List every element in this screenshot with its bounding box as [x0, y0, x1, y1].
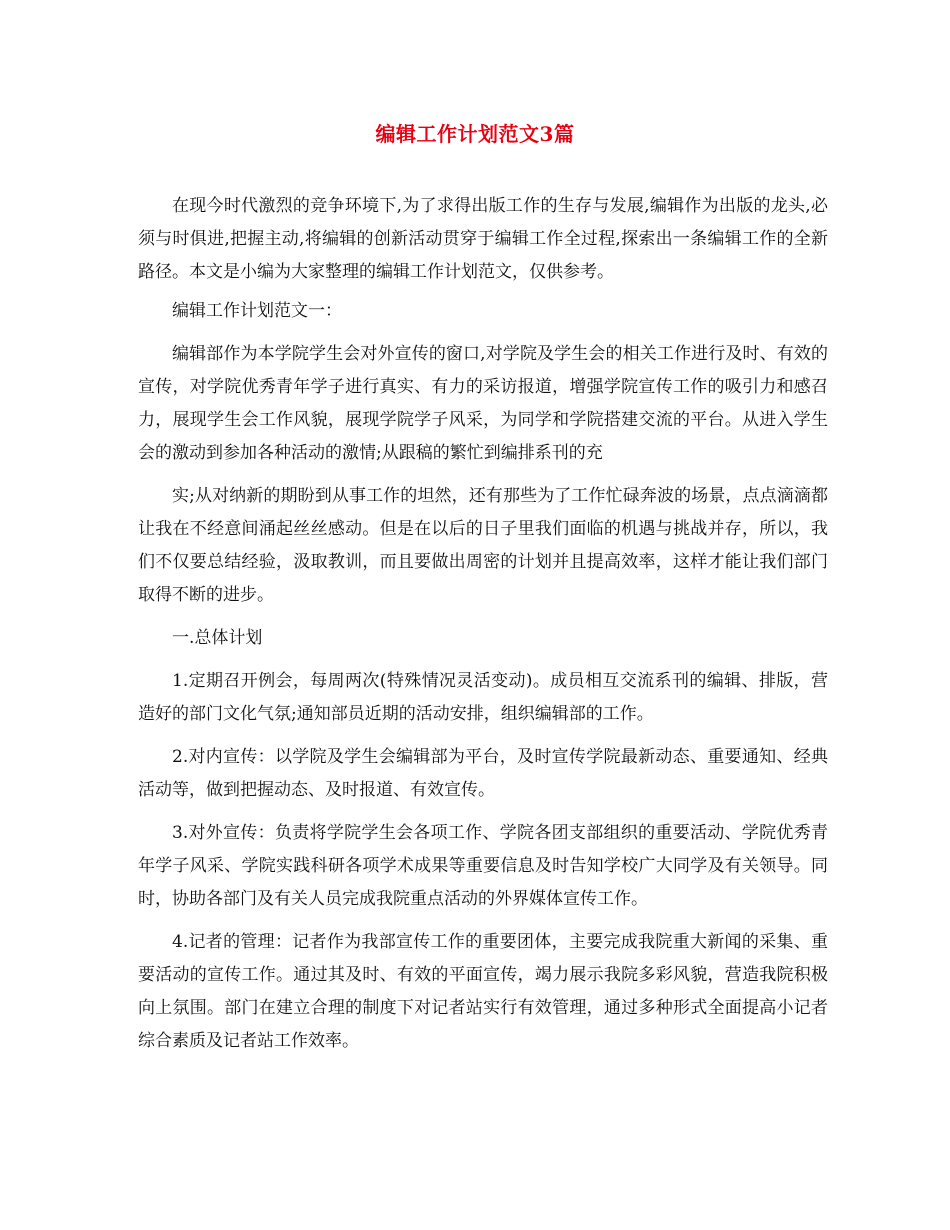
paragraph-intro: 在现今时代激烈的竞争环境下,为了求得出版工作的生存与发展,编辑作为出版的龙头,必须与时俱进,把握主动,将编辑的创新活动贯穿于编辑工作全过程,探索出一条编辑工作的全新路径。本文是小编为大家整理的编辑工作计划范文，仅供参考。 [138, 196, 828, 282]
paragraph-reflection: 实;从对纳新的期盼到从事工作的坦然，还有那些为了工作忙碌奔波的场景，点点滴滴都让我在不经意间涌起丝丝感动。但是在以后的日子里我们面临的机遇与挑战并存，所以，我们不仅要总结经验，汲取教训，而且要做出周密的计划并且提高效率，这样才能让我们部门取得不断的进步。 [138, 486, 828, 605]
paragraph-item-2: 2.对内宣传：以学院及学生会编辑部为平台，及时宣传学院最新动态、重要通知、经典活动等，做到把握动态、及时报道、有效宣传。 [138, 747, 828, 800]
document-body [138, 190, 828, 1068]
paragraph-item-3: 3.对外宣传：负责将学院学生会各项工作、学院各团支部组织的重要活动、学院优秀青年学子风采、学院实践科研各项学术成果等重要信息及时告知学校广大同学及有关领导。同时，协助各部门及有关人员完成我院重点活动的外界媒体宣传工作。 [138, 823, 828, 909]
paragraph-department-role: 编辑部作为本学院学生会对外宣传的窗口,对学院及学生会的相关工作进行及时、有效的宣传，对学院优秀青年学子进行真实、有力的采访报道，增强学院宣传工作的吸引力和感召力，展现学生会工作风貌，展现学院学子风采，为同学和学院搭建交流的平台。从进入学生会的激动到参加各种活动的激情;从跟稿的繁忙到编排系刊的充 [138, 344, 828, 463]
paragraph-item-4: 4.记者的管理：记者作为我部宣传工作的重要团体，主要完成我院重大新闻的采集、重要活动的宣传工作。通过其及时、有效的平面宣传，竭力展示我院多彩风貌，营造我院积极向上氛围。部门在建立合理的制度下对记者站实行有效管理，通过多种形式全面提高小记者综合素质及记者站工作效率。 [138, 932, 828, 1051]
paragraph-item-1: 1.定期召开例会，每周两次(特殊情况灵活变动)。成员相互交流系刊的编辑、排版，营造好的部门文化气氛;通知部员近期的活动安排，组织编辑部的工作。 [138, 671, 828, 724]
paragraph-section-heading: 一.总体计划 [172, 628, 263, 648]
document-title: 编辑工作计划范文3篇 [375, 122, 575, 146]
paragraph-sample-heading: 编辑工作计划范文一： [172, 301, 342, 321]
